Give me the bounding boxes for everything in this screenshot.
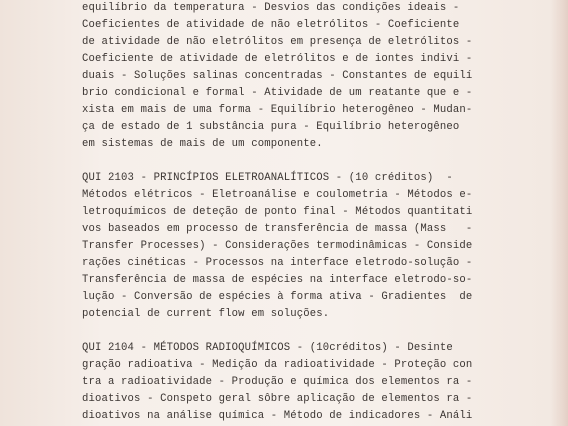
text-line: potencial de current flow em soluções. (82, 308, 330, 320)
text-line: letroquímicos de deteção de ponto final - Métodos quantitati (82, 206, 473, 218)
text-line: brio condicional e formal - Atividade de um reatante que e - (82, 87, 473, 99)
text-line: tra a radioatividade - Produção e química dos elementos ra - (82, 376, 473, 388)
text-line: Coeficientes de atividade de não eletrólitos - Coeficiente (82, 19, 460, 31)
text-line: Transfer Processes) - Considerações termodinâmicas - Conside (82, 240, 473, 252)
text-line: lução - Conversão de espécies à forma ativa - Gradientes de (82, 291, 473, 303)
text-line: ça de estado de 1 substância pura - Equilíbrio heterogêneo (82, 121, 460, 133)
text-line: rações cinéticas - Processos na interface eletrodo-solução - (82, 257, 473, 269)
course-heading: QUI 2104 - MÉTODOS RADIOQUÍMICOS - (10créditos) - Desinte (82, 342, 453, 354)
text-line: gração radioativa - Medição da radioatividade - Proteção con (82, 359, 473, 371)
text-line: dioativos - Conspeto geral sôbre aplicação de elementos ra - (82, 393, 473, 405)
text-line: xista em mais de uma forma - Equilíbrio heterogêneo - Mudan- (82, 104, 473, 116)
course-heading: QUI 2103 - PRINCÍPIOS ELETROANALÍTICOS - (10 créditos) - (82, 172, 453, 184)
text-line: dioativos na análise química - Método de indicadores - Análi (82, 410, 473, 422)
text-line: Transferência de massa de espécies na interface eletrodo-so- (82, 274, 473, 286)
text-line: de atividade de não eletrólitos em presença de eletrólitos - (82, 36, 473, 48)
text-line: em sistemas de mais de um componente. (82, 138, 323, 150)
text-line: equilíbrio da temperatura - Desvios das condições ideais - (82, 2, 460, 14)
text-line: Coeficiente de atividade de eletrólitos e de iontes indivi - (82, 53, 473, 65)
text-line: duais - Soluções salinas concentradas - Constantes de equilí (82, 70, 473, 82)
page-edge-shadow (550, 0, 568, 426)
text-line: Métodos elétricos - Eletroanálise e coulometria - Métodos e- (82, 189, 473, 201)
text-line: vos baseados em processo de transferência de massa (Mass - (82, 223, 473, 235)
typed-text-block (82, 0, 492, 422)
